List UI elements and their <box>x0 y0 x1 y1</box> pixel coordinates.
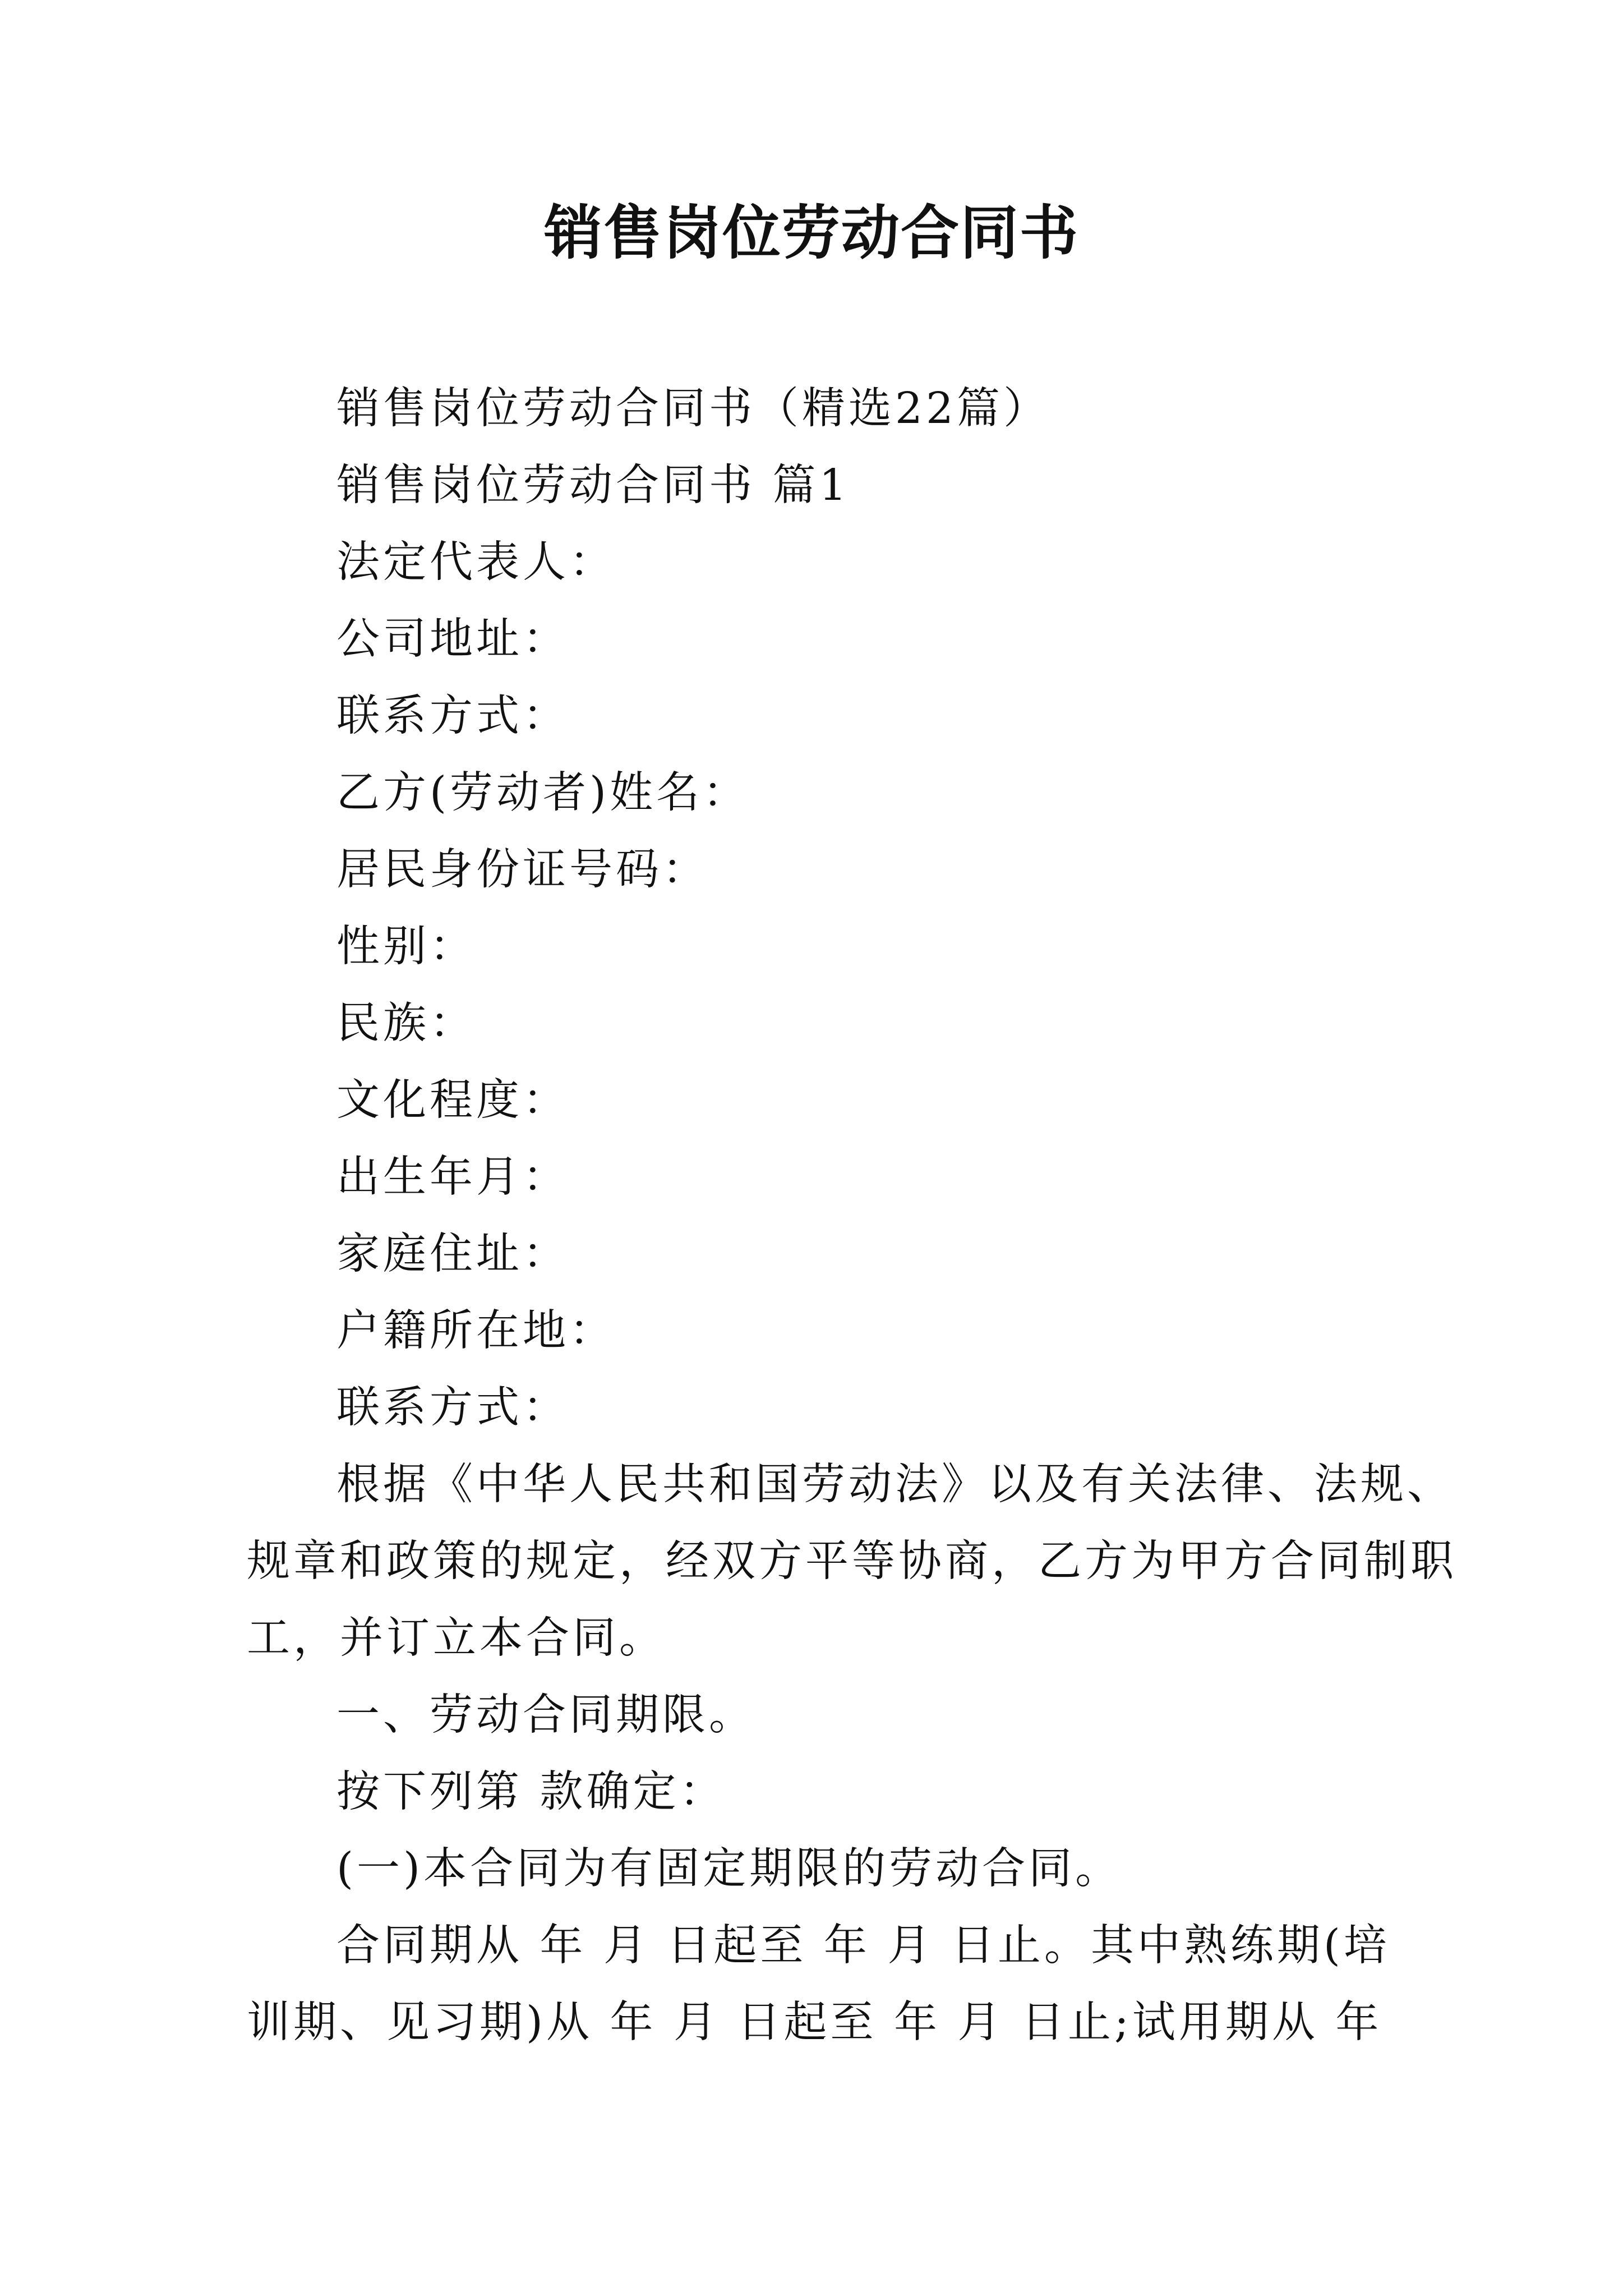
field-line: 法定代表人： <box>336 537 616 587</box>
field-line: 联系方式： <box>336 691 569 741</box>
paragraph-line: 合同期从 年 月 日起至 年 月 日止。其中熟练期(培 <box>336 1921 1390 1971</box>
section-intro: 按下列第 款确定： <box>336 1767 726 1817</box>
field-line: 公司地址： <box>336 614 569 664</box>
subtitle-line: 销售岗位劳动合同书（精选22篇） <box>336 384 1050 434</box>
document-body <box>247 370 1457 2061</box>
field-line: 乙方(劳动者)姓名： <box>336 768 750 818</box>
field-line: 文化程度： <box>336 1075 569 1125</box>
field-line: 家庭住址： <box>336 1229 569 1279</box>
document-title: 销售岗位劳动合同书 <box>543 198 1079 267</box>
field-line: 联系方式： <box>336 1383 569 1433</box>
paragraph-line: 训期、见习期)从 年 月 日起至 年 月 日止;试用期从 年 <box>247 1998 1382 2047</box>
paragraph-line: 根据《中华人民共和国劳动法》以及有关法律、法规、 <box>336 1460 1454 1510</box>
field-line: 居民身份证号码： <box>336 845 709 895</box>
paragraph-line: 工，并订立本合同。 <box>247 1613 666 1663</box>
paragraph-line: 规章和政策的规定，经双方平等协商，乙方为甲方合同制职 <box>247 1536 1457 1586</box>
section-heading: 一、劳动合同期限。 <box>336 1690 755 1740</box>
section-heading-line: 销售岗位劳动合同书 篇1 <box>336 461 850 510</box>
field-line: 户籍所在地： <box>336 1306 616 1356</box>
section-item: (一)本合同为有固定期限的劳动合同。 <box>336 1844 1122 1894</box>
field-line: 性别： <box>336 922 476 972</box>
field-line: 民族： <box>336 999 476 1048</box>
field-line: 出生年月： <box>336 1152 569 1202</box>
